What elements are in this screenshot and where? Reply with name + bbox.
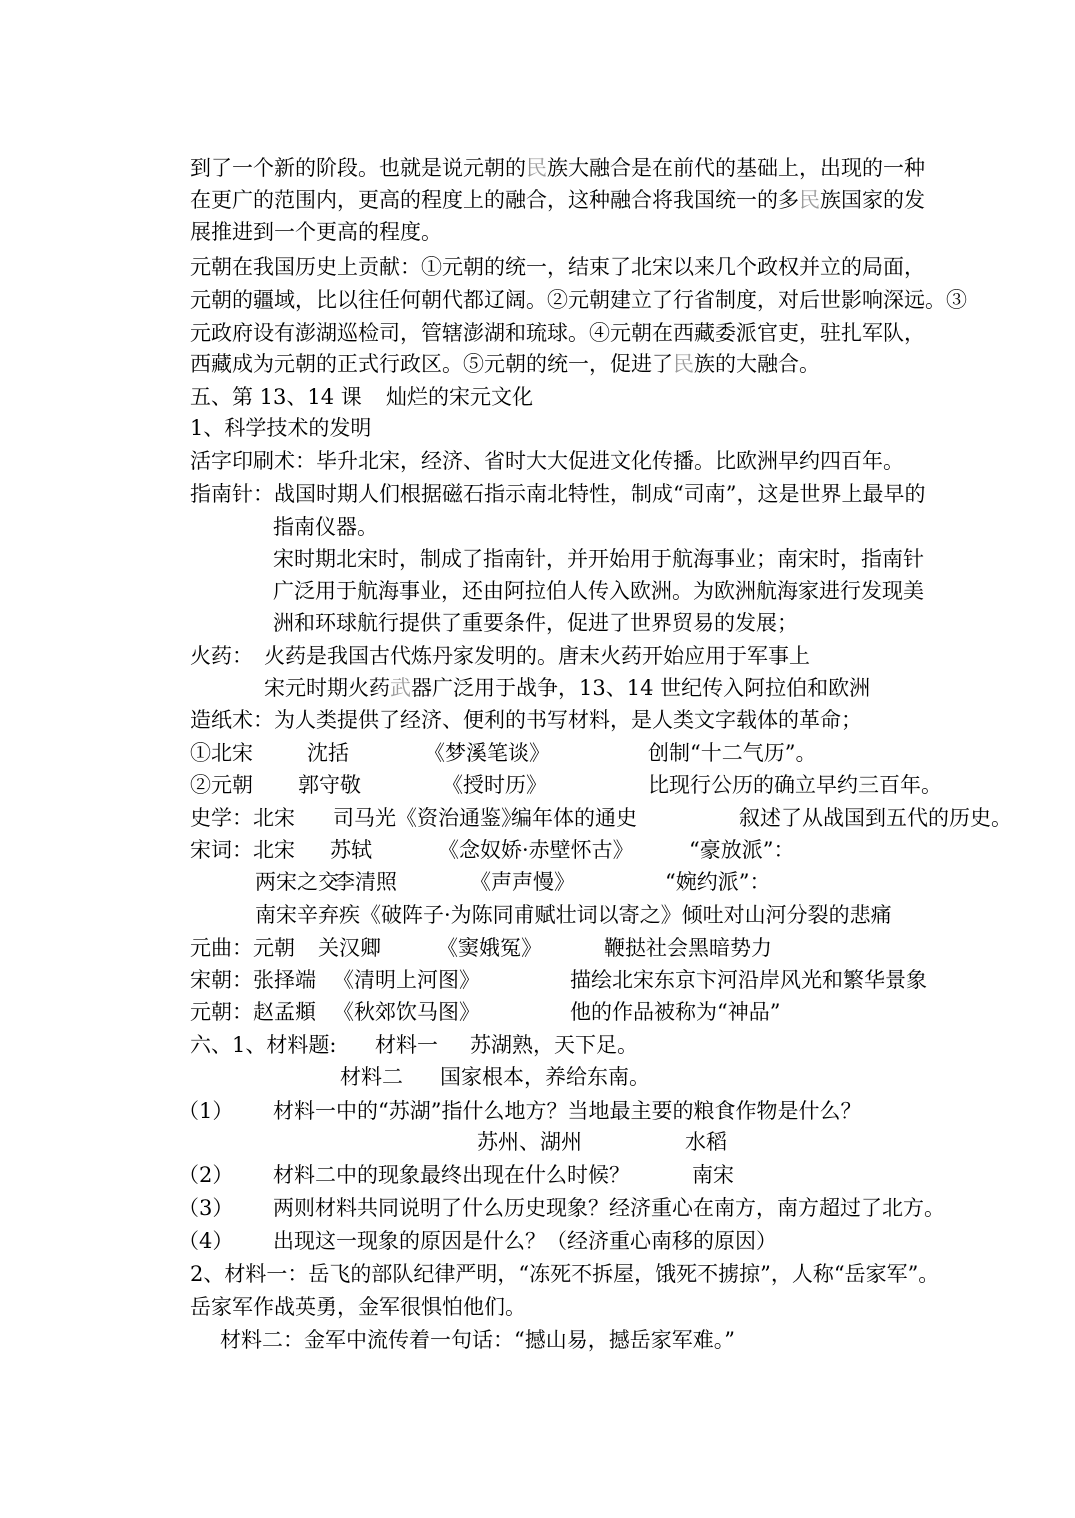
text-segment: 编年体的通史 bbox=[511, 806, 637, 830]
text-segment: 《梦溪笔谈》 bbox=[424, 741, 550, 765]
text-segment: 1、科学技术的发明 bbox=[190, 416, 372, 440]
text-segment: （1） bbox=[178, 1099, 234, 1123]
text-segment: 苏湖熟，天下足。 bbox=[470, 1033, 638, 1057]
text-segment: 叙述了从战国到五代的历史。 bbox=[739, 806, 1012, 830]
text-segment: 《念奴娇·赤壁怀古》 bbox=[438, 838, 634, 862]
text-segment: 元朝：赵孟頫 bbox=[190, 1000, 316, 1024]
text-segment: 两宋之交 bbox=[255, 870, 339, 894]
text-segment: 火药： bbox=[190, 644, 253, 668]
text-segment: 岳家军作战英勇，金军很惧怕他们。 bbox=[190, 1295, 526, 1319]
text-segment: 两则材料共同说明了什么历史现象？经济重心在南方，南方超过了北方。 bbox=[273, 1196, 945, 1220]
text-segment: 司马光《资治通鉴》 bbox=[333, 806, 522, 830]
text-segment: 火药是我国古代炼丹家发明的。唐末火药开始应用于军事上 bbox=[264, 644, 810, 668]
text-segment: 史学：北宋 bbox=[190, 806, 295, 830]
text-segment: 他的作品被称为“神品” bbox=[570, 1000, 781, 1024]
text-segment: 《清明上河图》 bbox=[333, 968, 480, 992]
text-segment: 元政府设有澎湖巡检司，管辖澎湖和琉球。④元朝在西藏委派官吏，驻扎军队， bbox=[190, 321, 925, 345]
text-segment: 造纸术：为人类提供了经济、便利的书写材料，是人类文字载体的革命； bbox=[190, 708, 862, 732]
text-segment: 《授时历》 bbox=[442, 773, 547, 797]
text-segment: 水稻 bbox=[685, 1130, 727, 1154]
text-segment: 创制“十二气历”。 bbox=[648, 741, 817, 765]
text-segment: 宋元时期火药武器广泛用于战争，13、14 世纪传入阿拉伯和欧洲 bbox=[264, 676, 871, 700]
grey-character: 民 bbox=[673, 352, 694, 376]
text-segment: 出现这一现象的原因是什么？（经济重心南移的原因） bbox=[273, 1229, 777, 1253]
text-segment: 材料一中的“苏湖”指什么地方？当地最主要的粮食作物是什么？ bbox=[273, 1099, 862, 1123]
grey-character: 民 bbox=[526, 156, 547, 180]
text-segment: 在更广的范围内，更高的程度上的融合，这种融合将我国统一的多民族国家的发 bbox=[190, 188, 925, 212]
text-segment: 材料一 bbox=[375, 1033, 438, 1057]
text-segment: 材料二中的现象最终出现在什么时候？ bbox=[273, 1163, 630, 1187]
text-segment: （2） bbox=[178, 1163, 234, 1187]
text-segment: 到了一个新的阶段。也就是说元朝的民族大融合是在前代的基础上，出现的一种 bbox=[190, 156, 925, 180]
text-segment: 指南针：战国时期人们根据磁石指示南北特性，制成“司南”，这是世界上最早的 bbox=[190, 482, 926, 506]
text-segment: 西藏成为元朝的正式行政区。⑤元朝的统一，促进了民族的大融合。 bbox=[190, 352, 820, 376]
text-segment: “豪放派”： bbox=[689, 838, 795, 862]
text-segment: 指南仪器。 bbox=[273, 515, 378, 539]
text-segment: 材料二：金军中流传着一句话：“撼山易，撼岳家军难。” bbox=[220, 1328, 735, 1352]
text-segment: 郭守敬 bbox=[298, 773, 361, 797]
text-segment: “婉约派”： bbox=[665, 870, 771, 894]
grey-character: 武 bbox=[390, 676, 411, 700]
text-segment: 宋时期北宋时，制成了指南针，并开始用于航海事业；南宋时，指南针 bbox=[273, 547, 924, 571]
text-segment: 南宋 bbox=[692, 1163, 734, 1187]
text-segment: 五、第 13、14 课 bbox=[190, 385, 362, 409]
text-segment: 《秋郊饮马图》 bbox=[333, 1000, 480, 1024]
text-segment: 广泛用于航海事业，还由阿拉伯人传入欧洲。为欧洲航海家进行发现美 bbox=[273, 579, 924, 603]
text-segment: 李清照 bbox=[334, 870, 397, 894]
text-segment: 宋朝：张择端 bbox=[190, 968, 316, 992]
grey-character: 民 bbox=[799, 188, 820, 212]
text-segment: 国家根本，养给东南。 bbox=[440, 1065, 650, 1089]
text-segment: 比现行公历的确立早约三百年。 bbox=[648, 773, 942, 797]
text-segment: 描绘北宋东京卞河沿岸风光和繁华景象 bbox=[570, 968, 927, 992]
text-segment: 关汉卿 bbox=[318, 936, 381, 960]
text-segment: （3） bbox=[178, 1196, 234, 1220]
text-segment: 南宋辛弃疾《破阵子·为陈同甫赋壮词以寄之》倾吐对山河分裂的悲痛 bbox=[255, 903, 892, 927]
text-segment: 元朝在我国历史上贡献：①元朝的统一，结束了北宋以来几个政权并立的局面， bbox=[190, 255, 925, 279]
text-segment: 六、1、材料题: bbox=[190, 1033, 337, 1057]
text-segment: 宋词：北宋 bbox=[190, 838, 295, 862]
text-segment: 2、材料一：岳飞的部队纪律严明，“冻死不拆屋，饿死不掳掠”，人称“岳家军”。 bbox=[190, 1262, 940, 1286]
text-segment: 《窦娥冤》 bbox=[437, 936, 542, 960]
text-segment: 元曲：元朝 bbox=[190, 936, 295, 960]
text-segment: 材料二 bbox=[340, 1065, 403, 1089]
text-segment: 沈括 bbox=[307, 741, 349, 765]
text-segment: 鞭挞社会黑暗势力 bbox=[604, 936, 772, 960]
text-segment: ①北宋 bbox=[190, 741, 253, 765]
text-segment: 苏州、湖州 bbox=[477, 1130, 582, 1154]
text-segment: 《声声慢》 bbox=[470, 870, 575, 894]
text-segment: 洲和环球航行提供了重要条件，促进了世界贸易的发展； bbox=[273, 611, 798, 635]
text-segment: 元朝的疆域，比以往任何朝代都辽阔。②元朝建立了行省制度，对后世影响深远。③ bbox=[190, 288, 967, 312]
text-segment: 活字印刷术：毕升北宋，经济、省时大大促进文化传播。比欧洲早约四百年。 bbox=[190, 449, 904, 473]
text-segment: ②元朝 bbox=[190, 773, 253, 797]
text-segment: （4） bbox=[178, 1229, 234, 1253]
text-segment: 灿烂的宋元文化 bbox=[386, 385, 533, 409]
text-segment: 苏轼 bbox=[330, 838, 372, 862]
text-segment: 展推进到一个更高的程度。 bbox=[190, 220, 442, 244]
